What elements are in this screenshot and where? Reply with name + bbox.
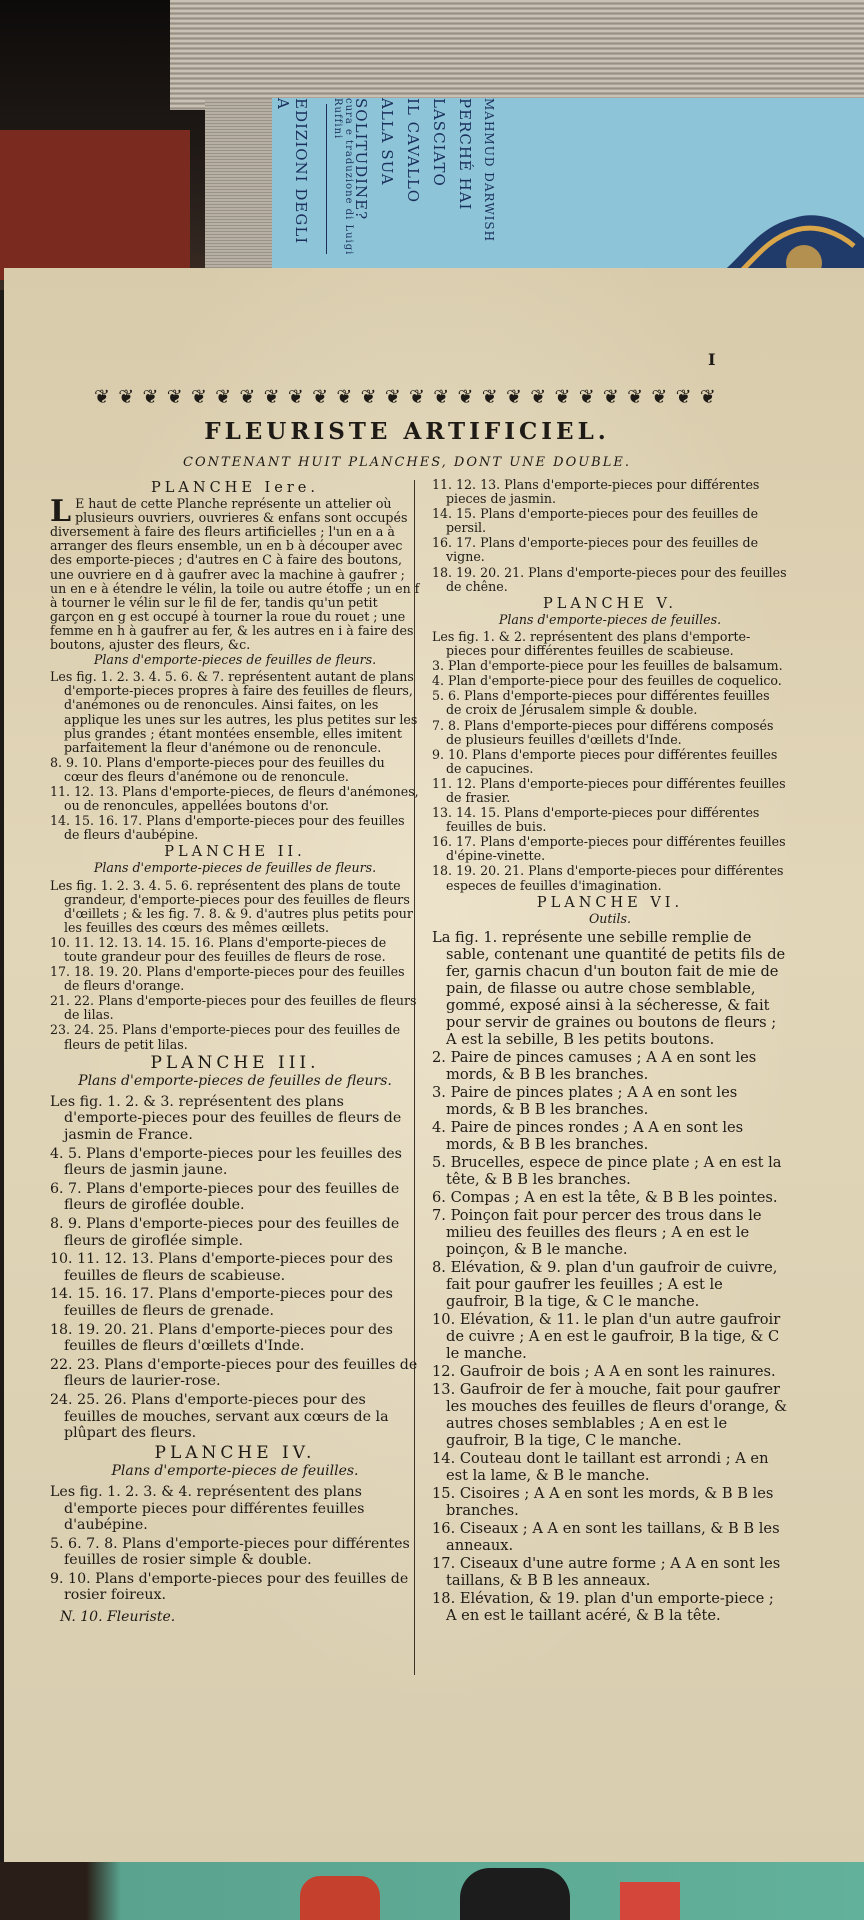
list-item: 11. 12. Plans d'emporte-pieces pour différentes feuilles de frasier. (432, 775, 786, 805)
list-item: 15. Cisoires ; A A en sont les mords, & B B les branches. (432, 1484, 774, 1519)
fleuron-icon: ❦ (312, 386, 329, 408)
fleuron-icon: ❦ (263, 386, 280, 408)
list-item: 8. 9. 10. Plans d'emporte-pieces pour des feuilles du cœur des fleurs d'anémone ou de renoncule. (50, 754, 385, 784)
fleuron-icon: ❦ (675, 386, 692, 408)
fleuron-icon: ❦ (699, 386, 716, 408)
book-spine-divider (326, 104, 327, 254)
fleuron-icon: ❦ (554, 386, 571, 408)
list-item: 14. 15. 16. 17. Plans d'emporte-pieces pour des feuilles de fleurs d'aubépine. (50, 813, 405, 843)
page-title: FLEURISTE ARTIFICIEL. (204, 418, 610, 445)
list-item: 10. 11. 12. 13. 14. 15. 16. Plans d'emporte-pieces de toute grandeur pour des feuilles de fleurs de rose. (50, 934, 387, 964)
list-item: 18. 19. 20. 21. Plans d'emporte-pieces pour différentes especes de feuilles d'imagination. (432, 863, 784, 893)
list-item: 8. Elévation, & 9. plan d'un gaufroir de cuivre, fait pour gaufrer les feuilles ; A est le gaufroir, B la tige, & C le manche. (432, 1258, 778, 1310)
fleuron-icon: ❦ (627, 386, 644, 408)
bottom-cover-shape (300, 1876, 380, 1920)
list-item: 3. Plan d'emporte-piece pour les feuilles de balsamum. (432, 658, 783, 674)
signature-mark: N. 10. Fleuriste. (60, 1609, 176, 1626)
planche-1-heading: PLANCHE Iere. (151, 480, 319, 496)
fleuron-icon: ❦ (409, 386, 425, 408)
list-item: 16. 17. Plans d'emporte-pieces pour différentes feuilles d'épine-vinette. (432, 834, 786, 864)
fleuron-icon: ❦ (190, 386, 207, 408)
left-column (50, 478, 420, 1624)
list-item: 2. Paire de pinces camuses ; A A en sont les mords, & B B les branches. (432, 1048, 757, 1083)
fleuron-icon: ❦ (651, 386, 668, 408)
list-item: 7. 8. Plans d'emporte-pieces pour différens composés de plusieurs feuilles d'œillets d'Inde. (432, 717, 774, 747)
fleuron-icon: ❦ (287, 386, 304, 408)
list-item: 18. Elévation, & 19. plan d'un emporte-piece ; A en est le taillant acéré, & B la tête. (432, 1589, 774, 1624)
planche-6-heading: PLANCHE VI. (536, 894, 684, 911)
fleuron-icon: ❦ (336, 386, 353, 408)
list-item: Les fig. 1. 2. 3. & 4. représentent des plans d'emporte pieces pour différentes feuilles d'aubépine. (50, 1483, 365, 1534)
planche-6-subheading: Outils. (588, 910, 632, 926)
list-item: 18. 19. 20. 21. Plans d'emporte-pieces pour des feuilles de fleurs d'œillets d'Inde. (50, 1321, 393, 1355)
book-spine-text: cura e traduzione di Luigi Ruffini (332, 98, 354, 256)
book-spine-text: PERCHÉ HAI (456, 98, 474, 211)
planche-1-subheading: Plans d'emporte-pieces de feuilles de fleurs. (93, 652, 377, 668)
fleuron-icon: ❦ (505, 386, 522, 408)
book-spine-text: LASCIATO (430, 98, 448, 187)
fleuron-icon: ❦ (578, 386, 595, 408)
list-item: 14. 15. 16. 17. Plans d'emporte-pieces pour des feuilles de fleurs de grenade. (50, 1286, 393, 1319)
book-spine-text: EDIZIONI DEGLI A (274, 98, 310, 245)
fleuron-icon: ❦ (142, 386, 159, 408)
list-item: Les fig. 1. 2. 3. 4. 5. 6. représentent des plans de toute grandeur, d'emporte-pieces pour des feuilles de fleurs d'œillets ; & les fig. 7. 8. & 9. d'autres plus petits pour les feuilles des cœurs des mêmes œillets. (50, 877, 413, 935)
planche-3-subheading: Plans d'emporte-pieces de feuilles de fleurs. (78, 1072, 392, 1089)
list-item: 4. 5. Plans d'emporte-pieces pour les feuilles des fleurs de jasmin jaune. (50, 1145, 402, 1179)
list-item: 9. 10. Plans d'emporte pieces pour différentes feuilles de capucines. (432, 746, 778, 776)
planche-5-heading: PLANCHE V. (542, 595, 678, 612)
intro-text: E haut de cette Planche représente un attelier où plusieurs ouvriers, ouvrieres & enfans sont occupés diversement à faire des fleurs artificielles ; l'un en a à arranger des fleurs ensemble, un en b à découper avec des emporte-pieces ; d'autres en C à faire des boutons, une ouvriere en d à gaufrer avec la machine à gaufrer ; un en e à étendre le vélin, la toile ou autre étoffe ; un en f à tourner le vélin sur le fil de fer, tandis qu'un petit garçon en g est occupé à tourner la roue du rouet ; une femme en h à gaufrer au fer, & les autres en i à faire des boutons, ajuster des fleurs, &c. (50, 496, 420, 653)
fleuron-icon: ❦ (239, 386, 256, 408)
fleuron-icon: ❦ (433, 386, 450, 408)
bottom-cover-shape (620, 1882, 680, 1920)
planche-3-heading: PLANCHE III. (150, 1052, 320, 1073)
list-item: 11. 12. 13. Plans d'emporte-pieces pour différentes pieces de jasmin. (432, 477, 760, 507)
list-item: 16. Ciseaux ; A A en sont les taillans, & B B les anneaux. (432, 1519, 780, 1554)
list-item: 14. Couteau dont le taillant est arrondi ; A en est la lame, & B le manche. (432, 1449, 769, 1484)
fleuron-icon: ❦ (481, 386, 498, 408)
background-book-stack (170, 0, 864, 110)
list-item: 9. 10. Plans d'emporte-pieces pour des feuilles de rosier foireux. (50, 1570, 409, 1604)
list-item: 14. 15. Plans d'emporte-pieces pour des feuilles de persil. (432, 506, 759, 536)
list-item: 8. 9. Plans d'emporte-pieces pour des feuilles de fleurs de giroflée simple. (50, 1216, 400, 1249)
book-spine-text: IL CAVALLO (404, 98, 422, 204)
fleuron-icon: ❦ (384, 386, 401, 408)
list-item: Les fig. 1. 2. & 3. représentent des plans d'emporte-pieces pour des feuilles de fleurs de jasmin de France. (50, 1093, 402, 1144)
list-item: 13. 14. 15. Plans d'emporte-pieces pour différentes feuilles de buis. (432, 805, 760, 835)
list-item: 23. 24. 25. Plans d'emporte-pieces pour des feuilles de fleurs de petit lilas. (50, 1022, 401, 1052)
fleuron-icon: ❦ (602, 386, 619, 408)
list-item: 12. Gaufroir de bois ; A A en sont les rainures. (432, 1362, 776, 1380)
list-item: 3. Paire de pinces plates ; A A en sont les mords, & B B les branches. (432, 1083, 738, 1118)
list-item: La fig. 1. représente une sebille remplie de sable, contenant une quantité de petits fils de fer, garnis chacun d'un bouton fait de mie de pain, de filasse ou autre chose semblable, gommé, exposé ainsi à la sécheresse, & fait pour servir de graines ou boutons de fleurs ; A est la sebille, B les petits boutons. (432, 928, 786, 1048)
list-item: 10. 11. 12. 13. Plans d'emporte-pieces pour des feuilles de fleurs de scabieuse. (50, 1251, 393, 1284)
list-item: 11. 12. 13. Plans d'emporte-pieces, de fleurs d'anémones, ou de renoncules, appellées boutons d'or. (50, 783, 419, 814)
list-item: Les fig. 1. 2. 3. 4. 5. 6. & 7. représentent autant de plans d'emporte-pieces propres à faire des feuilles de fleurs, d'anémones ou de renoncules. Ainsi faites, on les applique les unes sur les autres, les plus petites sur les plus grandes ; étant montées ensemble, elles imitent parfaitement la fleur d'anémone ou de renoncule. (50, 669, 418, 755)
document-page (4, 268, 864, 1862)
fleuron-icon: ❦ (166, 386, 183, 408)
planche-2-heading: PLANCHE II. (164, 844, 306, 861)
fleuron-icon: ❦ (215, 386, 232, 408)
fleuron-icon: ❦ (94, 386, 110, 408)
list-item: 6. Compas ; A en est la tête, & B B les pointes. (432, 1188, 778, 1206)
list-item: 10. Elévation, & 11. le plan d'un autre gaufroir de cuivre ; A en est le gaufroir, B la tige, & C le manche. (432, 1310, 781, 1362)
drop-cap: L (50, 494, 72, 530)
list-item: 17. 18. 19. 20. Plans d'emporte-pieces pour des feuilles de fleurs d'orange. (50, 964, 405, 994)
page-subtitle: CONTENANT HUIT PLANCHES, DONT UNE DOUBLE. (183, 455, 631, 470)
fleuron-icon: ❦ (457, 386, 474, 408)
bottom-cover-shape (460, 1868, 570, 1920)
planche-5-subheading: Plans d'emporte-pieces de feuilles. (498, 611, 722, 627)
background-bottom-book (0, 1862, 864, 1920)
list-item: 17. Ciseaux d'une autre forme ; A A en sont les taillans, & B B les anneaux. (432, 1554, 781, 1589)
list-item: 6. 7. Plans d'emporte-pieces pour des feuilles de fleurs de giroflée double. (50, 1180, 400, 1214)
list-item: 5. 6. 7. 8. Plans d'emporte-pieces pour différentes feuilles de rosier simple & double. (50, 1535, 410, 1569)
fleuron-icon: ❦ (118, 386, 135, 408)
list-item: Les fig. 1. & 2. représentent des plans d'emporte-pieces pour différentes feuilles de scabieuse. (432, 628, 751, 659)
list-item: 5. 6. Plans d'emporte-pieces pour différentes feuilles de croix de Jérusalem simple & double. (432, 688, 770, 718)
list-item: 16. 17. Plans d'emporte-pieces pour des feuilles de vigne. (432, 535, 759, 565)
list-item: 7. Poinçon fait pour percer des trous dans le milieu des feuilles des fleurs ; A en est le poinçon, & B le manche. (432, 1206, 762, 1258)
right-column (432, 478, 788, 1625)
planche-2-subheading: Plans d'emporte-pieces de feuilles de fleurs. (93, 860, 377, 876)
book-spine-text: MAHMUD DARWISH (482, 98, 496, 243)
background-blue-book (272, 98, 864, 268)
book-spine-text: SOLITUDINE? (352, 98, 370, 221)
list-item: 5. Brucelles, espece de pince plate ; A en est la tête, & B B les branches. (432, 1153, 782, 1188)
list-item: 21. 22. Plans d'emporte-pieces pour des feuilles de fleurs de lilas. (50, 993, 417, 1023)
list-item: 18. 19. 20. 21. Plans d'emporte-pieces pour des feuilles de chêne. (432, 564, 787, 594)
fleuron-icon: ❦ (360, 386, 377, 408)
page-number: I (708, 350, 716, 369)
list-item: 4. Plan d'emporte-piece pour des feuilles de coquelico. (432, 673, 782, 689)
list-item: 13. Gaufroir de fer à mouche, fait pour gaufrer les mouches des feuilles de fleurs d'orange, & autres choses semblables ; A en est le gaufroir, B la tige, C le manche. (432, 1380, 788, 1449)
fleuron-icon: ❦ (530, 386, 547, 408)
planche-4-subheading: Plans d'emporte-pieces de feuilles. (111, 1462, 359, 1479)
list-item: 22. 23. Plans d'emporte-pieces pour des feuilles de fleurs de laurier-rose. (50, 1356, 418, 1390)
fleuron-border (94, 386, 716, 408)
list-item: 24. 25. 26. Plans d'emporte-pieces pour des feuilles de mouches, servant aux cœurs de la plûpart des fleurs. (50, 1391, 389, 1442)
planche-4-heading: PLANCHE IV. (154, 1442, 316, 1463)
planche-1-intro (50, 494, 420, 653)
list-item: 4. Paire de pinces rondes ; A A en sont les mords, & B B les branches. (432, 1118, 744, 1153)
book-spine-text: ALLA SUA (378, 98, 396, 186)
background-red-wall (0, 130, 190, 280)
